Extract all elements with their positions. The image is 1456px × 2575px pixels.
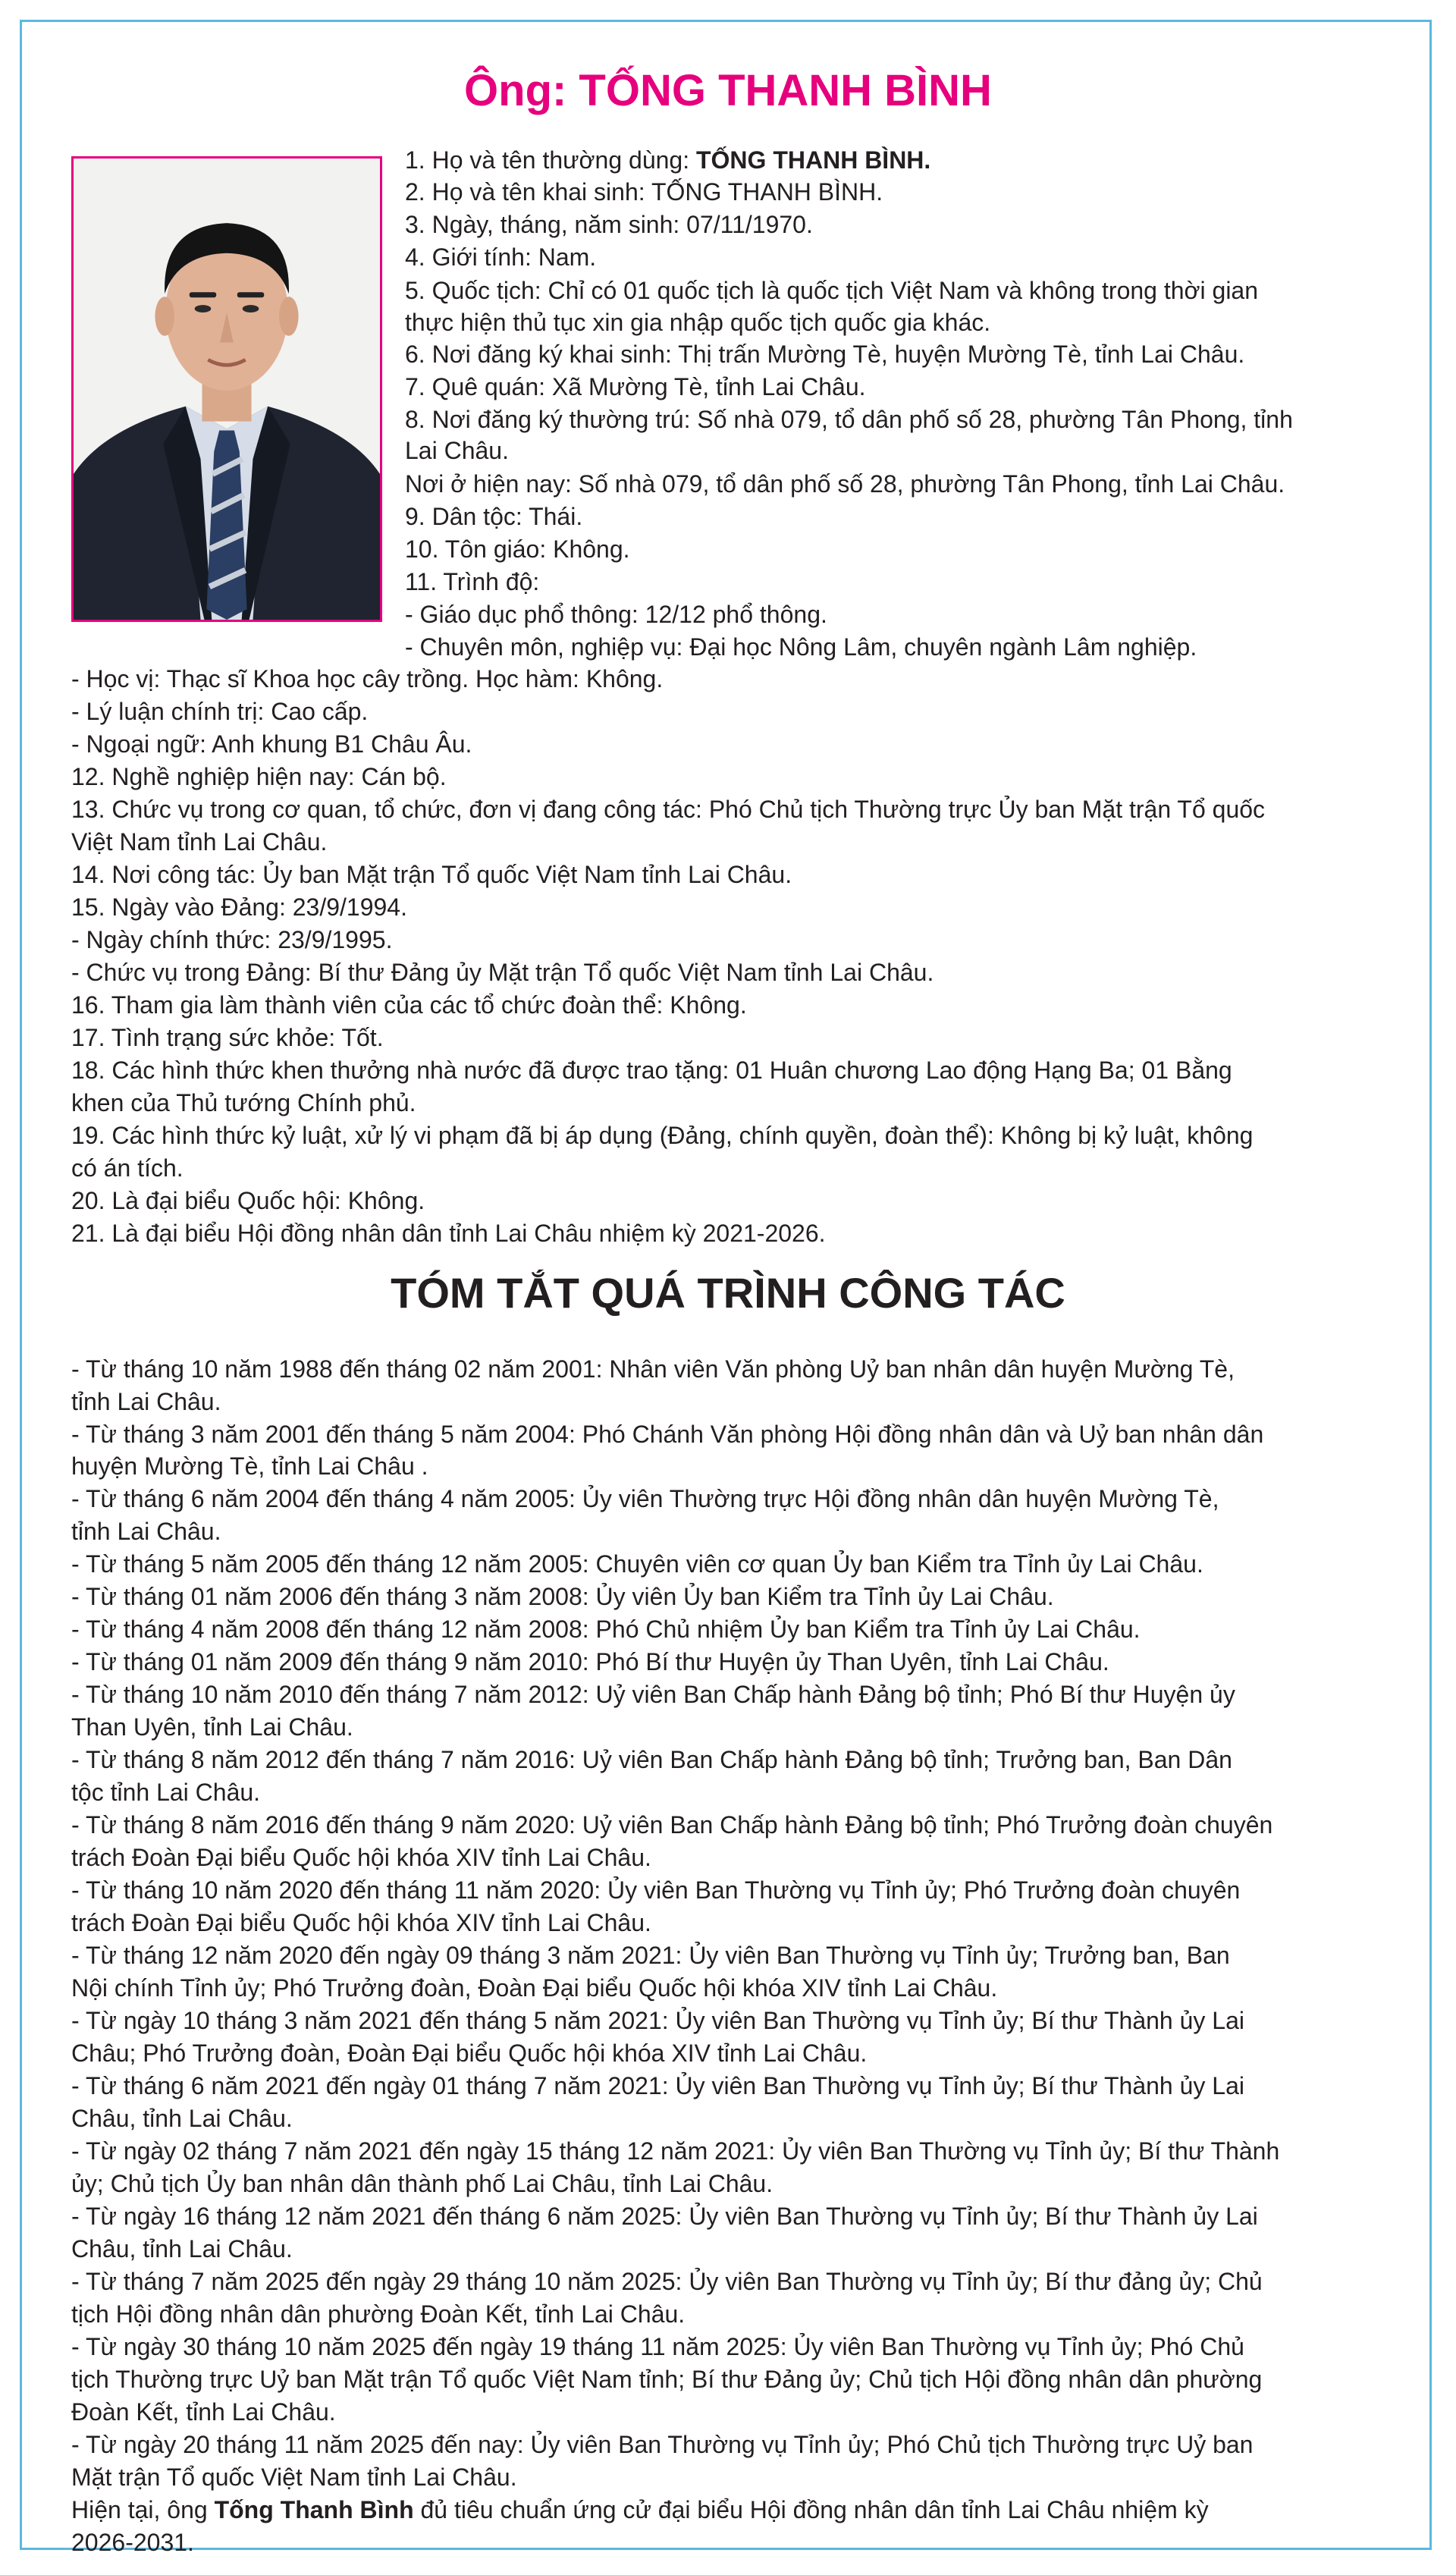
career-line: tỉnh Lai Châu. [71, 1518, 221, 1545]
profile-line-5: 5. Quốc tịch: Chỉ có 01 quốc tịch là quốc tịch Việt Nam và không trong thời gian [405, 277, 1259, 304]
section-title-career: TÓM TẮT QUÁ TRÌNH CÔNG TÁC [391, 1269, 1065, 1317]
career-line: Nội chính Tỉnh ủy; Phó Trưởng đoàn, Đoàn Đại biểu Quốc hội khóa XIV tỉnh Lai Châu. [71, 1974, 998, 2002]
career-line: trách Đoàn Đại biểu Quốc hội khóa XIV tỉnh Lai Châu. [71, 1844, 651, 1871]
profile-line-20: 20. Là đại biểu Quốc hội: Không. [71, 1187, 425, 1214]
profile-line-10: 10. Tôn giáo: Không. [405, 535, 630, 563]
profile-line-degree: - Học vị: Thạc sĩ Khoa học cây trồng. Học hàm: Không. [71, 665, 664, 692]
profile-line-8: 8. Nơi đăng ký thường trú: Số nhà 079, tổ dân phố số 28, phường Tân Phong, tỉnh [405, 406, 1293, 433]
career-line: tộc tỉnh Lai Châu. [71, 1779, 261, 1806]
career-line: - Từ tháng 10 năm 2010 đến tháng 7 năm 2012: Uỷ viên Ban Chấp hành Đảng bộ tỉnh; Phó Bí thư Huyện ủy [71, 1681, 1235, 1708]
profile-line-language: - Ngoại ngữ: Anh khung B1 Châu Âu. [71, 730, 472, 758]
career-line: trách Đoàn Đại biểu Quốc hội khóa XIV tỉnh Lai Châu. [71, 1909, 651, 1936]
profile-line-2: 2. Họ và tên khai sinh: TỐNG THANH BÌNH. [405, 178, 883, 206]
career-line: - Từ ngày 16 tháng 12 năm 2021 đến tháng 6 năm 2025: Ủy viên Ban Thường vụ Tỉnh ủy; Bí thư Thành ủy Lai [71, 2203, 1258, 2230]
page-title: Ông: TỐNG THANH BÌNH [464, 66, 992, 115]
career-line: - Từ tháng 6 năm 2004 đến tháng 4 năm 2005: Ủy viên Thường trực Hội đồng nhân dân huyện Mường Tè, [71, 1485, 1219, 1512]
profile-line-6: 6. Nơi đăng ký khai sinh: Thị trấn Mường Tè, huyện Mường Tè, tỉnh Lai Châu. [405, 341, 1245, 368]
career-line: - Từ ngày 30 tháng 10 năm 2025 đến ngày 19 tháng 11 năm 2025: Ủy viên Ban Thường vụ Tỉnh ủy; Phó Chủ [71, 2333, 1244, 2360]
career-summary-line: Hiện tại, ông Tống Thanh Bình đủ tiêu chuẩn ứng cử đại biểu Hội đồng nhân dân tỉnh Lai Châu nhiệm kỳ [71, 2496, 1209, 2523]
career-line: - Từ tháng 6 năm 2021 đến ngày 01 tháng 7 năm 2021: Ủy viên Ban Thường vụ Tỉnh ủy; Bí thư Thành ủy Lai [71, 2072, 1244, 2099]
profile-line-specialty: - Chuyên môn, nghiệp vụ: Đại học Nông Lâm, chuyên ngành Lâm nghiệp. [405, 633, 1197, 661]
profile-line-3: 3. Ngày, tháng, năm sinh: 07/11/1970. [405, 211, 813, 238]
profile-line-19: 19. Các hình thức kỷ luật, xử lý vi phạm đã bị áp dụng (Đảng, chính quyền, đoàn thể): Không bị kỷ luật, không [71, 1122, 1254, 1149]
profile-line-politics: - Lý luận chính trị: Cao cấp. [71, 698, 369, 725]
career-line: Châu, tỉnh Lai Châu. [71, 2105, 293, 2132]
profile-line-17: 17. Tình trạng sức khỏe: Tốt. [71, 1024, 384, 1051]
career-line: - Từ ngày 10 tháng 3 năm 2021 đến tháng 5 năm 2021: Ủy viên Ban Thường vụ Tỉnh ủy; Bí thư Thành ủy Lai [71, 2007, 1244, 2034]
career-line: Châu; Phó Trưởng đoàn, Đoàn Đại biểu Quốc hội khóa XIV tỉnh Lai Châu. [71, 2040, 868, 2067]
portrait-photo [71, 156, 382, 622]
profile-line-party-role: - Chức vụ trong Đảng: Bí thư Đảng ủy Mặt trận Tổ quốc Việt Nam tỉnh Lai Châu. [71, 959, 934, 986]
career-line: - Từ tháng 7 năm 2025 đến ngày 29 tháng 10 năm 2025: Ủy viên Ban Thường vụ Tỉnh ủy; Bí thư đảng ủy; Chủ [71, 2268, 1263, 2295]
career-line: tịch Thường trực Uỷ ban Mặt trận Tổ quốc Việt Nam tỉnh; Bí thư Đảng ủy; Chủ tịch Hội đồng nhân dân phường [71, 2366, 1263, 2393]
portrait-illustration [74, 159, 380, 620]
profile-line-14: 14. Nơi công tác: Ủy ban Mặt trận Tổ quốc Việt Nam tỉnh Lai Châu. [71, 861, 792, 888]
career-line: - Từ tháng 01 năm 2009 đến tháng 9 năm 2010: Phó Bí thư Huyện ủy Than Uyên, tỉnh Lai Châu. [71, 1648, 1109, 1675]
profile-line-5-cont: thực hiện thủ tục xin gia nhập quốc tịch quốc gia khác. [405, 309, 991, 336]
career-line: - Từ tháng 10 năm 1988 đến tháng 02 năm 2001: Nhân viên Văn phòng Uỷ ban nhân dân huyện Mường Tè, [71, 1355, 1235, 1383]
profile-line-18: 18. Các hình thức khen thưởng nhà nước đã được trao tặng: 01 Huân chương Lao động Hạng Ba; 01 Bằng [71, 1057, 1232, 1084]
career-line: - Từ tháng 12 năm 2020 đến ngày 09 tháng 3 năm 2021: Ủy viên Ban Thường vụ Tỉnh ủy; Trưởng ban, Ban [71, 1942, 1230, 1969]
profile-line-19-cont: có án tích. [71, 1154, 184, 1182]
career-line: Châu, tỉnh Lai Châu. [71, 2235, 293, 2263]
career-line: - Từ tháng 8 năm 2012 đến tháng 7 năm 2016: Uỷ viên Ban Chấp hành Đảng bộ tỉnh; Trưởng ban, Ban Dân [71, 1746, 1232, 1773]
profile-line-residence: Nơi ở hiện nay: Số nhà 079, tổ dân phố số 28, phường Tân Phong, tỉnh Lai Châu. [405, 470, 1285, 498]
career-line: Than Uyên, tỉnh Lai Châu. [71, 1713, 353, 1741]
profile-line-13-cont: Việt Nam tỉnh Lai Châu. [71, 828, 328, 856]
career-line: - Từ tháng 3 năm 2001 đến tháng 5 năm 2004: Phó Chánh Văn phòng Hội đồng nhân dân và Uỷ ban nhân dân [71, 1421, 1264, 1448]
career-line: - Từ ngày 02 tháng 7 năm 2021 đến ngày 15 tháng 12 năm 2021: Ủy viên Ban Thường vụ Tỉnh ủy; Bí thư Thành [71, 2137, 1280, 2165]
profile-line-16: 16. Tham gia làm thành viên của các tổ chức đoàn thể: Không. [71, 991, 747, 1019]
profile-line-15: 15. Ngày vào Đảng: 23/9/1994. [71, 893, 407, 921]
career-line: - Từ tháng 4 năm 2008 đến tháng 12 năm 2008: Phó Chủ nhiệm Ủy ban Kiểm tra Tỉnh ủy Lai Châu. [71, 1616, 1141, 1643]
profile-line-4: 4. Giới tính: Nam. [405, 243, 597, 271]
career-line: huyện Mường Tè, tỉnh Lai Châu . [71, 1452, 428, 1480]
career-line: ủy; Chủ tịch Ủy ban nhân dân thành phố Lai Châu, tỉnh Lai Châu. [71, 2170, 774, 2197]
profile-line-11: 11. Trình độ: [405, 568, 540, 595]
career-line: - Từ tháng 01 năm 2006 đến tháng 3 năm 2008: Ủy viên Ủy ban Kiểm tra Tỉnh ủy Lai Châu. [71, 1583, 1054, 1610]
career-line: - Từ tháng 8 năm 2016 đến tháng 9 năm 2020: Uỷ viên Ban Chấp hành Đảng bộ tỉnh; Phó Trưởng đoàn chuyên [71, 1811, 1273, 1839]
career-summary-line-cont: 2026-2031. [71, 2529, 194, 2556]
profile-line-9: 9. Dân tộc: Thái. [405, 503, 583, 530]
career-line: Đoàn Kết, tỉnh Lai Châu. [71, 2398, 336, 2426]
profile-line-7: 7. Quê quán: Xã Mường Tè, tỉnh Lai Châu. [405, 373, 866, 400]
profile-line-21: 21. Là đại biểu Hội đồng nhân dân tỉnh Lai Châu nhiệm kỳ 2021-2026. [71, 1220, 826, 1247]
profile-line-13: 13. Chức vụ trong cơ quan, tổ chức, đơn vị đang công tác: Phó Chủ tịch Thường trực Ủy ban Mặt trận Tổ quốc [71, 796, 1266, 823]
career-line: - Từ ngày 20 tháng 11 năm 2025 đến nay: Ủy viên Ban Thường vụ Tỉnh ủy; Phó Chủ tịch Thường trực Uỷ ban [71, 2431, 1254, 2458]
profile-line-18-cont: khen của Thủ tướng Chính phủ. [71, 1089, 416, 1116]
profile-line-education: - Giáo dục phổ thông: 12/12 phổ thông. [405, 601, 827, 628]
career-line: Mặt trận Tổ quốc Việt Nam tỉnh Lai Châu. [71, 2464, 517, 2491]
profile-line-official: - Ngày chính thức: 23/9/1995. [71, 926, 393, 953]
profile-line-8-cont: Lai Châu. [405, 437, 509, 464]
profile-line-1: 1. Họ và tên thường dùng: TỐNG THANH BÌNH. [405, 146, 931, 174]
career-line: tỉnh Lai Châu. [71, 1388, 221, 1415]
career-line: - Từ tháng 10 năm 2020 đến tháng 11 năm 2020: Ủy viên Ban Thường vụ Tỉnh ủy; Phó Trưởng đoàn chuyên [71, 1876, 1241, 1904]
career-line: tịch Hội đồng nhân dân phường Đoàn Kết, tỉnh Lai Châu. [71, 2300, 686, 2328]
career-line: - Từ tháng 5 năm 2005 đến tháng 12 năm 2005: Chuyên viên cơ quan Ủy ban Kiểm tra Tỉnh ủy Lai Châu. [71, 1550, 1203, 1578]
profile-line-12: 12. Nghề nghiệp hiện nay: Cán bộ. [71, 763, 447, 790]
